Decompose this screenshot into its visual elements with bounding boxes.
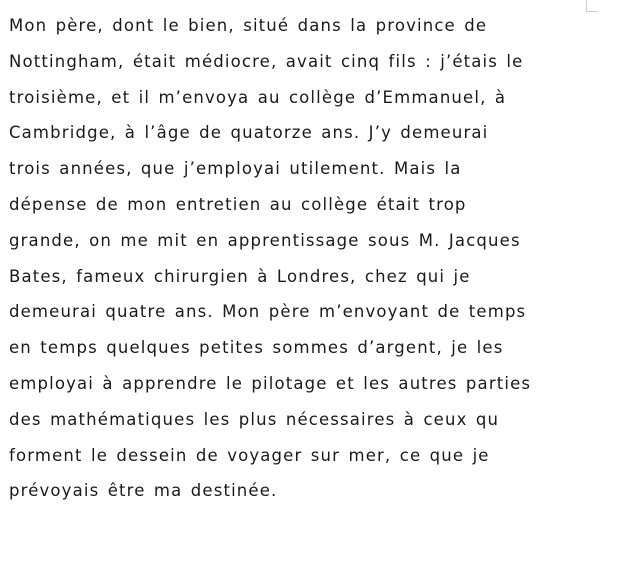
text-line: Bates, fameux chirurgien à Londres, chez qui je [9,266,471,286]
text-line: dépense de mon entretien au collège était trop [9,194,467,214]
text-line: demeurai quatre ans. Mon père m’envoyant de temps [9,302,527,322]
text-line: grande, on me mit en apprentissage sous M. Jacques [9,230,521,250]
text-line: Cambridge, à l’âge de quatorze ans. J’y demeurai [9,123,489,143]
text-line: forment le dessein de voyager sur mer, ce que je [9,445,490,465]
text-line: des mathématiques les plus nécessaires à ceux qu [9,409,500,429]
text-line: prévoyais être ma destinée. [9,481,278,501]
text-line: Nottingham, était médiocre, avait cinq fils : j’étais le [9,51,524,71]
text-line: trois années, que j’employai utilement. Mais la [9,159,462,179]
text-line: en temps quelques petites sommes d’argent, je les [9,338,504,358]
text-line: troisième, et il m’envoya au collège d’Emmanuel, à [9,87,507,107]
body-paragraph [9,8,621,509]
text-line: Mon père, dont le bien, situé dans la province de [9,16,488,35]
text-line: employai à apprendre le pilotage et les autres parties [9,373,532,393]
